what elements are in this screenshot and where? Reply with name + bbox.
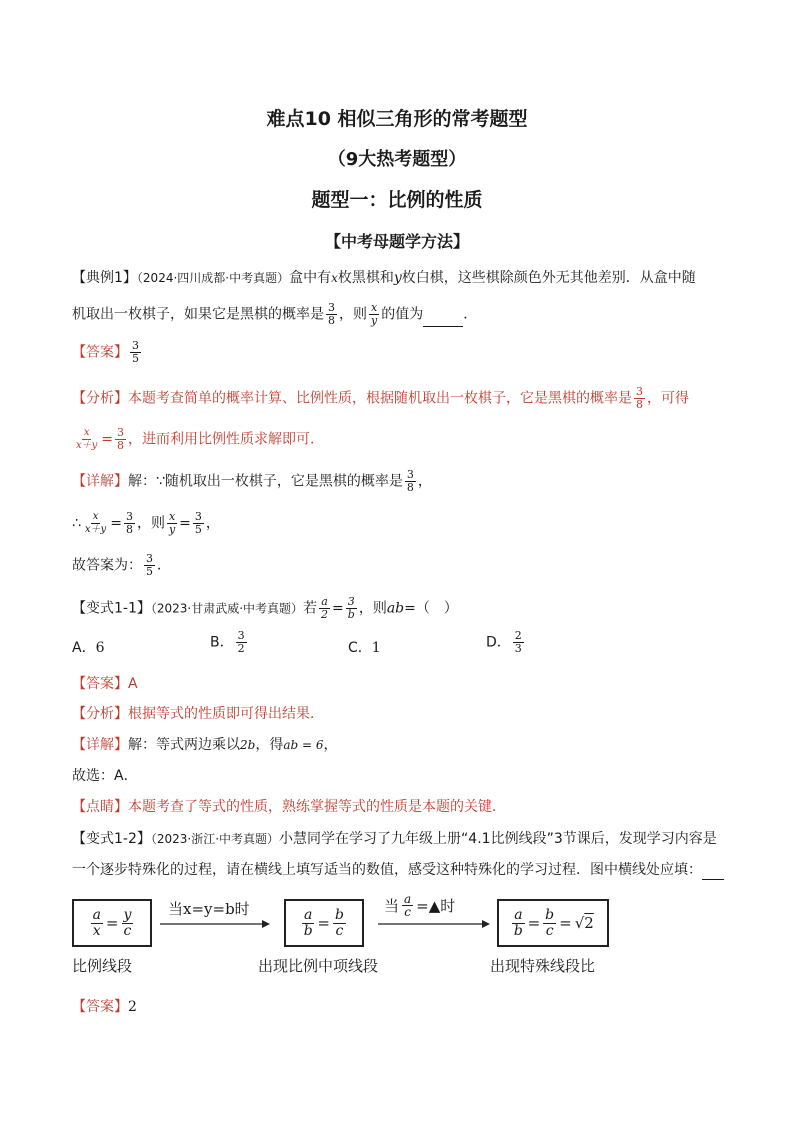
analysis-tag: 【分析】	[72, 706, 128, 722]
expr-2b: 2b	[240, 738, 256, 752]
fraction-y-c: $\frac{y}{c}$	[123, 906, 132, 939]
variant12-text: 一个逐步特殊化的过程，请在横线上填写适当的数值，感受这种特殊化的学习过程．图中横线处应填：	[72, 862, 702, 878]
therefore-symbol: ∴	[72, 515, 81, 532]
variant11-point	[72, 797, 506, 817]
variant12-answer	[72, 997, 137, 1017]
example1-text: ．	[463, 306, 478, 323]
fraction-3-5: $\frac{3}{5}$	[132, 339, 139, 365]
fraction-x-y: $\frac{x}{y}$	[371, 301, 378, 327]
option-b[interactable]	[210, 630, 249, 655]
fraction-x-xy: $\frac{x}{x+y}$	[76, 427, 98, 451]
example1-text: 的值为	[381, 306, 424, 323]
detail-text: 解：∵随机取出一枚棋子，它是黑棋的概率是	[128, 473, 403, 490]
option-label: D．	[486, 634, 511, 651]
variant12-tag: 【变式1-2】	[72, 831, 151, 847]
caption-mean-proportional: 出现比例中项线段	[258, 957, 379, 975]
option-c[interactable]	[348, 637, 381, 657]
analysis-tag: 【分析】	[72, 390, 128, 407]
variant11-detail	[72, 735, 337, 755]
example1-detail	[72, 469, 432, 494]
option-label: B．	[210, 634, 234, 651]
variant11-analysis	[72, 704, 324, 724]
variant11-tag: 【变式1-1】	[72, 600, 151, 617]
fraction-3-8: $\frac{3}{8}$	[125, 510, 133, 536]
fraction-b-c: $\frac{b}{c}$	[334, 906, 344, 939]
var-x: x	[331, 271, 338, 285]
fraction-a-2: $\frac{a}{2}$	[321, 595, 329, 621]
variant12-source: （2023·浙江·中考真题）	[150, 832, 280, 846]
equals: =	[317, 914, 330, 932]
detail-text: ，	[323, 737, 338, 753]
variant11-text: ，则	[358, 600, 387, 617]
answer-blank	[423, 312, 463, 327]
answer-tag: 【答案】	[72, 676, 128, 692]
var-ab: ab	[386, 600, 405, 617]
caption-special-ratio: 出现特殊线段比	[490, 957, 596, 975]
example1-text: ，则	[339, 306, 367, 323]
method-heading: 【中考母题学方法】	[324, 232, 469, 251]
fraction-a-b: $\frac{a}{b}$	[303, 906, 313, 939]
analysis-text: 本题考查简单的概率计算、比例性质，根据随机取出一枚棋子，它是黑棋的概率是	[128, 390, 632, 407]
page-subtitle: （9大热考题型）	[327, 149, 467, 170]
answer-value: 2	[128, 999, 137, 1015]
fraction-a-b: $\frac{a}{b}$	[513, 906, 523, 939]
example1-text: 枚黑棋和	[337, 270, 394, 286]
example1-tag: 【典例1】	[72, 270, 137, 286]
fraction-3-8: $\frac{3}{8}$	[117, 426, 125, 452]
fraction-3-b: $\frac{3}{b}$	[347, 595, 355, 621]
variant12-text: 小慧同学在学习了九年级上册“4.1比例线段”3节课后，发现学习内容是	[279, 831, 717, 847]
arrow2-pre: 当	[384, 897, 400, 915]
analysis-text: ，可得	[647, 390, 689, 407]
fraction-3-8: $\frac{3}{8}$	[328, 301, 335, 327]
option-value: 6	[95, 640, 105, 656]
variant11-question	[72, 596, 458, 621]
analysis-text: 根据等式的性质即可得出结果．	[128, 706, 324, 722]
example1-line2	[72, 302, 477, 327]
equals: =	[559, 914, 572, 932]
example1-text: 盒中有	[289, 270, 332, 286]
answer-tag: 【答案】	[72, 344, 128, 361]
equals: =	[110, 515, 122, 532]
proportion-box-3	[497, 899, 609, 947]
fraction-a-c: $\frac{a}{c}$	[404, 892, 412, 919]
variant11-source: （2023·甘肃武威·中考真题）	[150, 601, 304, 616]
final-text: 故答案为：	[72, 557, 142, 574]
point-text: 本题考查了等式的性质，熟练掌握等式的性质是本题的关键．	[128, 799, 506, 815]
sqrt-radicand: 2	[584, 914, 594, 932]
variant12-line1	[72, 829, 717, 849]
example1-text: 机取出一枚棋子，如果它是黑棋的概率是	[72, 306, 324, 323]
variant11-answer	[72, 674, 138, 694]
page-title: 难点10 相似三角形的常考题型	[266, 108, 528, 130]
example1-line1	[72, 268, 696, 288]
option-label: A．	[72, 640, 96, 656]
equals: =	[332, 600, 344, 617]
option-a[interactable]	[72, 637, 105, 657]
equals: =	[527, 914, 541, 932]
detail-text: 解：等式两边乘以	[128, 737, 240, 753]
option-d[interactable]	[486, 630, 526, 655]
option-label: C．	[348, 640, 372, 656]
arrow-right-icon	[158, 918, 272, 930]
fraction-b-c: $\frac{b}{c}$	[545, 906, 555, 939]
detail-text: ，	[205, 515, 220, 532]
detail-tag: 【详解】	[72, 737, 128, 753]
fraction-3-2: $\frac{3}{2}$	[237, 629, 245, 655]
variant11-choose: 故选：A．	[72, 768, 138, 784]
option-value: 1	[371, 640, 381, 656]
variant12-line2	[72, 860, 724, 880]
example1-final	[72, 553, 171, 578]
equals: =	[101, 431, 114, 448]
arrow2-label	[384, 893, 455, 918]
fraction-3-8: $\frac{3}{8}$	[636, 385, 643, 411]
example1-text: 枚白棋，这些棋除颜色外无其他差别．从盒中随	[401, 270, 696, 286]
equals: =	[179, 515, 191, 532]
var-y: y	[393, 270, 402, 286]
variant11-text: 若	[303, 600, 318, 617]
section-title: 题型一：比例的性质	[311, 189, 483, 211]
detail-tag: 【详解】	[72, 473, 128, 490]
example1-step2	[72, 511, 220, 536]
answer-tag: 【答案】	[72, 999, 128, 1015]
fraction-3-5: $\frac{3}{5}$	[194, 510, 202, 536]
analysis-text: ，进而利用比例性质求解即可．	[128, 431, 325, 448]
example1-answer	[72, 340, 143, 365]
answer-value: A	[128, 676, 138, 692]
arrow2-post: =▲时	[416, 897, 456, 915]
fraction-a-x: $\frac{a}{x}$	[92, 906, 101, 939]
point-tag: 【点睛】	[72, 799, 128, 815]
final-text: ．	[157, 557, 171, 574]
expr-ab: ab = 6	[283, 738, 324, 752]
caption-proportion: 比例线段	[72, 957, 133, 975]
example1-analysis	[72, 386, 689, 411]
fraction-x-y: $\frac{x}{y}$	[168, 510, 176, 536]
arrow-right-icon	[376, 918, 492, 930]
sqrt-2: √2	[574, 914, 594, 932]
proportion-box-1	[72, 899, 152, 947]
detail-text: ，则	[136, 515, 165, 532]
proportion-box-2	[284, 899, 364, 947]
detail-text: ，	[417, 473, 432, 490]
fraction-2-3: $\frac{2}{3}$	[514, 629, 522, 655]
example1-analysis-line2	[72, 427, 324, 452]
variant11-text: =（ ）	[404, 600, 458, 617]
answer-blank	[702, 865, 724, 880]
equals: =	[105, 914, 119, 932]
fraction-x-xy: $\frac{x}{x+y}$	[84, 511, 107, 535]
arrow1-label: 当x=y=b时	[168, 900, 250, 918]
fraction-3-5: $\frac{3}{5}$	[146, 552, 153, 578]
fraction-3-8: $\frac{3}{8}$	[406, 468, 414, 494]
detail-text: ，得	[255, 737, 284, 753]
example1-source: （2024·四川成都·中考真题）	[136, 271, 290, 285]
